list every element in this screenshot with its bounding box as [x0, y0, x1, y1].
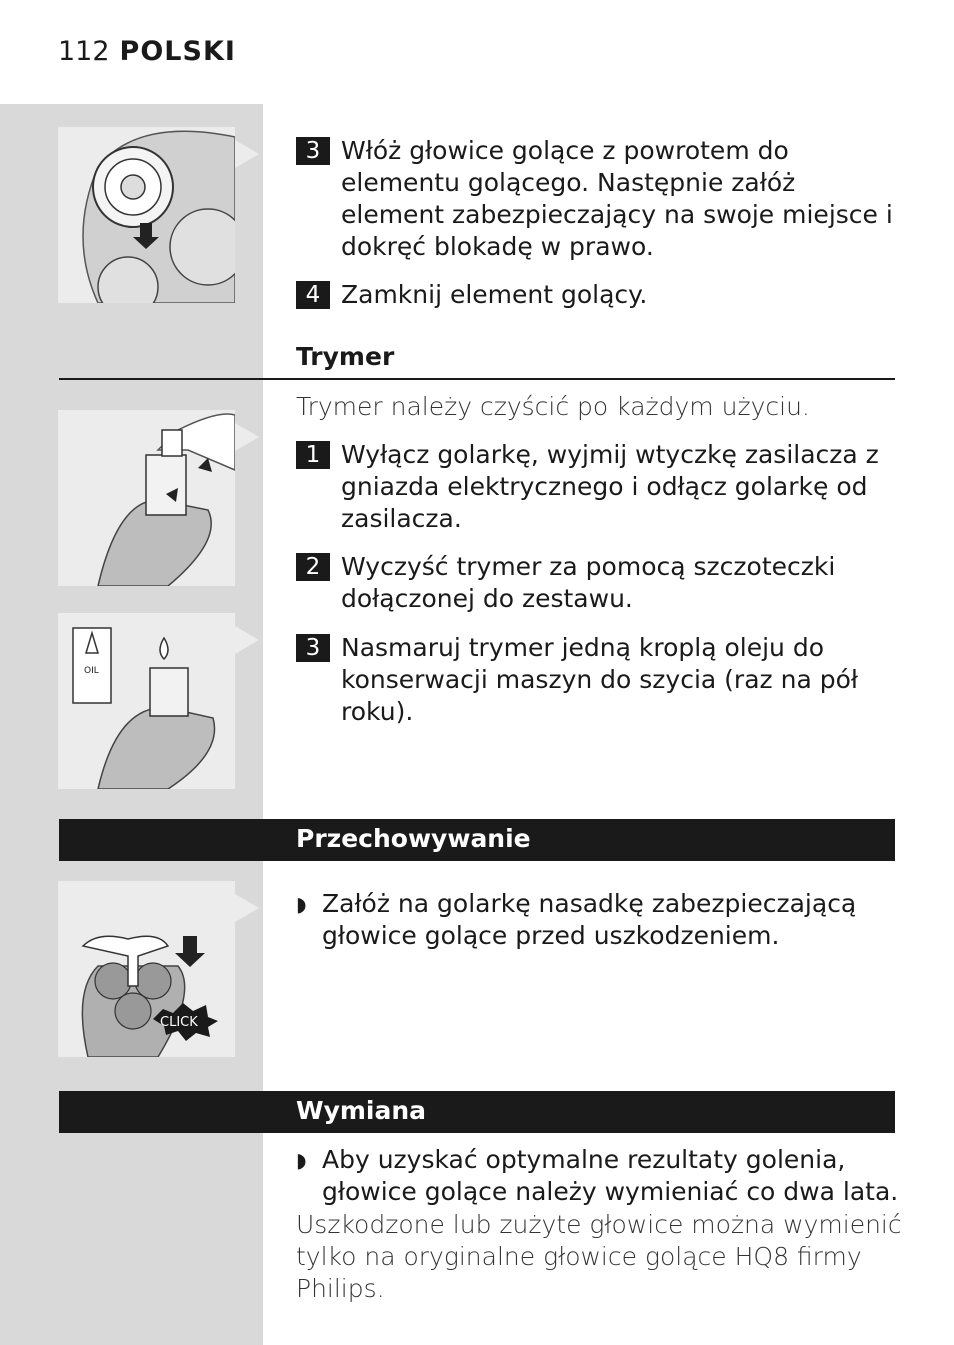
oil-label: OIL — [84, 666, 99, 676]
image-pointer — [235, 626, 259, 654]
step-1-unplug — [296, 439, 896, 535]
step-number-badge: 3 — [296, 137, 330, 165]
step-2-clean — [296, 551, 896, 615]
storage-bullet — [296, 888, 901, 952]
replacement-heading: Wymiana — [296, 1096, 427, 1125]
click-label: CLICK — [160, 1015, 198, 1030]
protection-cap-illustration — [58, 881, 235, 1057]
step-3-reassemble — [296, 135, 896, 263]
shaving-head-illustration — [58, 127, 235, 303]
triangle-bullet-icon: ◗ — [296, 892, 307, 916]
step-text: Włóż głowice golące z powrotem do elementu golącego. Następnie załóż element zabezpieczający na swoje miejsce i dokręć blokadę w prawo. — [341, 136, 893, 261]
bullet-text: Załóż na golarkę nasadkę zabezpieczającą głowice golące przed uszkodzeniem. — [322, 889, 857, 950]
trymer-heading: Trymer — [296, 342, 395, 371]
bullet-text: Aby uzyskać optymalne rezultaty golenia, głowice golące należy wymieniać co dwa lata. — [322, 1145, 899, 1206]
image-pointer — [235, 894, 259, 922]
replacement-heading-band — [59, 1091, 895, 1133]
step-number-badge: 1 — [296, 441, 330, 469]
step-3-oil — [296, 632, 896, 728]
replacement-bullet — [296, 1144, 901, 1208]
step-text: Wyczyść trymer za pomocą szczoteczki dołączonej do zestawu. — [341, 552, 836, 613]
triangle-bullet-icon: ◗ — [296, 1148, 307, 1172]
storage-heading: Przechowywanie — [296, 824, 531, 853]
trimmer-brush-illustration — [58, 410, 235, 586]
step-number-badge: 4 — [296, 281, 330, 309]
step-number-badge: 3 — [296, 634, 330, 662]
page-number: 112 — [58, 36, 110, 67]
replacement-note: Uszkodzone lub zużyte głowice można wymienić tylko na oryginalne głowice golące HQ8 firmy Philips. — [296, 1210, 902, 1303]
page-header — [58, 36, 236, 67]
step-text: Zamknij element golący. — [341, 280, 648, 309]
storage-heading-band — [59, 819, 895, 861]
step-text: Nasmaruj trymer jedną kroplą oleju do konserwacji maszyn do szycia (raz na pół roku). — [341, 633, 858, 726]
section-rule — [59, 378, 895, 380]
page-language: POLSKI — [119, 36, 236, 67]
image-pointer — [235, 140, 259, 168]
step-4-close — [296, 279, 896, 311]
step-text: Wyłącz golarkę, wyjmij wtyczkę zasilacza z gniazda elektrycznego i odłącz golarkę od zasilacza. — [341, 440, 879, 533]
step-number-badge: 2 — [296, 553, 330, 581]
trymer-intro: Trymer należy czyścić po każdym użyciu. — [296, 392, 810, 421]
image-pointer — [235, 423, 259, 451]
trimmer-oil-illustration — [58, 613, 235, 789]
